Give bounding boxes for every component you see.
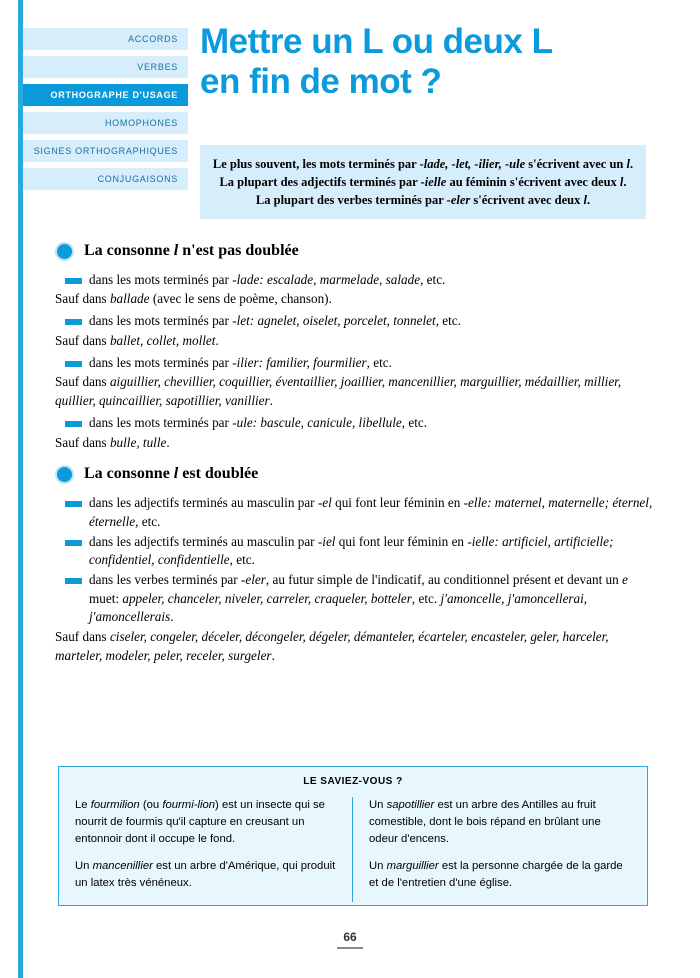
italic-text: fourmilion bbox=[90, 799, 140, 811]
text-run bbox=[89, 534, 613, 568]
plain-text: , etc. bbox=[366, 354, 392, 370]
plain-text: , au futur simple de l'indicatif, au conditionnel présent et devant un bbox=[265, 571, 623, 587]
italic-text: l bbox=[619, 175, 624, 190]
dash-bullet-icon bbox=[65, 361, 82, 367]
did-you-know-box bbox=[58, 766, 648, 906]
bullet-item bbox=[55, 414, 653, 433]
italic-text: -lade, -let, -ilier, -ule bbox=[419, 157, 526, 171]
plain-text: . bbox=[269, 393, 273, 409]
section-heading-text bbox=[84, 240, 299, 263]
italic-text: -lade: escalade, marmelade, salade bbox=[232, 271, 421, 287]
italic-text: marguillier bbox=[386, 859, 439, 872]
plain-text: Sauf dans bbox=[55, 291, 110, 307]
footer-rule bbox=[337, 947, 363, 949]
italic-text: ballade bbox=[109, 291, 150, 307]
plain-text: Le bbox=[75, 799, 91, 811]
text-run bbox=[55, 333, 219, 348]
plain-text: dans les adjectifs terminés au masculin par bbox=[89, 533, 318, 549]
bullet-item bbox=[55, 571, 653, 627]
plain-text: (ou bbox=[139, 799, 163, 811]
text-run bbox=[89, 313, 461, 328]
sidebar-tabs bbox=[23, 28, 188, 196]
dash-bullet-icon bbox=[65, 421, 82, 427]
plain-text: La consonne bbox=[84, 242, 174, 259]
plain-text: dans les mots terminés par bbox=[89, 354, 233, 370]
plain-text: dans les mots terminés par bbox=[89, 414, 233, 430]
plain-text: . bbox=[586, 193, 591, 208]
plain-text: n'est pas doublée bbox=[178, 242, 299, 259]
dash-bullet-icon bbox=[65, 501, 82, 507]
italic-text: appeler, chanceler, niveler, carreler, craqueler, botteler bbox=[122, 590, 412, 606]
sidebar-item-label: VERBES bbox=[137, 62, 178, 72]
sidebar-item-verbes[interactable] bbox=[23, 56, 188, 78]
plain-text: , etc. bbox=[135, 513, 161, 529]
text-run bbox=[55, 435, 170, 450]
plain-text: ) est un insecte qui se nourrit de fourmis qu'il capture en creusant un entonnoir dont il occupe le fond. bbox=[75, 799, 325, 845]
sidebar-item-label: CONJUGAISONS bbox=[97, 174, 178, 184]
italic-text: bulle, tulle bbox=[109, 434, 167, 450]
plain-text: . bbox=[170, 609, 174, 625]
italic-text: aiguillier, chevillier, coquillier, éventaillier, joaillier, mancenillier, marguillier, médaillier, millier, quillier, quincaillier, sapotillier, vanillier bbox=[55, 374, 622, 409]
plain-text: . bbox=[215, 332, 219, 348]
plain-text: est un arbre d'Amérique, qui produit un latex très vénéneux. bbox=[75, 859, 336, 889]
page-title-line1: Mettre un L ou deux L bbox=[200, 22, 553, 61]
italic-text: -eler bbox=[240, 571, 266, 587]
exception-note bbox=[55, 434, 653, 453]
plain-text: , etc. bbox=[420, 271, 446, 287]
exception-note bbox=[55, 628, 653, 665]
text-run bbox=[89, 355, 392, 370]
exception-note bbox=[55, 332, 653, 351]
bullet-item bbox=[55, 494, 653, 531]
bullet-item bbox=[55, 354, 653, 373]
plain-text: est la personne chargée de la garde et de l'entretien d'une église. bbox=[369, 859, 623, 889]
plain-text: est doublée bbox=[178, 465, 259, 483]
did-you-know-left-column bbox=[75, 797, 353, 902]
dash-bullet-icon bbox=[65, 578, 82, 584]
plain-text: dans les adjectifs terminés au masculin par bbox=[89, 495, 318, 511]
text-run bbox=[55, 374, 621, 408]
sidebar-item-label: ACCORDS bbox=[128, 34, 178, 44]
plain-text: s'écrivent avec un bbox=[525, 157, 627, 171]
text-run bbox=[89, 572, 628, 624]
italic-text: ciseler, congeler, déceler, décongeler, dégeler, démanteler, écarteler, encasteler, geler, harceler, marteler, modeler, peler, receler, surgeler bbox=[55, 629, 609, 663]
plain-text: qui font leur féminin en bbox=[331, 495, 464, 511]
italic-text: sapotillier bbox=[386, 799, 435, 811]
sidebar-item-label: SIGNES ORTHOGRAPHIQUES bbox=[33, 146, 178, 156]
italic-text: -let: agnelet, oiselet, porcelet, tonnelet bbox=[232, 313, 436, 329]
section-heading bbox=[55, 463, 653, 486]
italic-text: e bbox=[622, 571, 628, 587]
plain-text: s'écrivent avec deux bbox=[470, 193, 584, 208]
page-title bbox=[200, 22, 680, 103]
italic-text: -ielle bbox=[420, 175, 447, 190]
sidebar-item-accords[interactable] bbox=[23, 28, 188, 50]
plain-text: Sauf dans bbox=[55, 374, 110, 390]
plain-text: est un arbre des Antilles au fruit comestible, dont le bois répand en brûlant une odeur d'encens. bbox=[369, 799, 601, 845]
plain-text: Sauf dans bbox=[55, 434, 110, 450]
text-run bbox=[55, 629, 609, 663]
plain-text: , etc. bbox=[435, 313, 461, 329]
intro-box bbox=[200, 145, 646, 219]
sidebar-item-conjugaisons[interactable] bbox=[23, 168, 188, 190]
italic-text: -ielle: artificiel, artificielle; confidentiel, confidentielle bbox=[89, 533, 614, 568]
bullet-item bbox=[55, 533, 653, 570]
italic-text: l bbox=[626, 157, 630, 171]
exception-note bbox=[55, 373, 653, 410]
main-content bbox=[55, 236, 653, 669]
plain-text: Sauf dans bbox=[55, 629, 110, 645]
italic-text: -ule: bascule, canicule, libellule bbox=[232, 414, 402, 430]
plain-text: au féminin s'écrivent avec deux bbox=[446, 175, 620, 190]
text-run bbox=[89, 415, 427, 430]
italic-text: mancenillier bbox=[92, 859, 153, 872]
section-heading bbox=[55, 240, 653, 263]
did-you-know-columns bbox=[59, 787, 647, 902]
italic-text: ballet, collet, mollet bbox=[109, 332, 216, 348]
italic-text: -eler bbox=[446, 193, 471, 208]
plain-text: . La plupart des verbes terminés par bbox=[255, 175, 627, 208]
plain-text: . bbox=[166, 434, 170, 450]
bullet-item bbox=[55, 312, 653, 331]
sidebar-item-signes-orthographiques[interactable] bbox=[23, 140, 188, 162]
sidebar-item-label: HOMOPHONES bbox=[104, 118, 178, 128]
plain-text: . La plupart des adjectifs terminés par bbox=[219, 157, 634, 190]
text-run bbox=[55, 291, 332, 306]
plain-text: . bbox=[271, 647, 275, 663]
circle-bullet-icon bbox=[55, 465, 74, 484]
dash-bullet-icon bbox=[65, 540, 82, 546]
plain-text: Un bbox=[75, 859, 93, 872]
did-you-know-paragraph bbox=[369, 858, 631, 892]
text-run bbox=[89, 272, 445, 287]
sidebar-item-orthographe-d-usage[interactable] bbox=[23, 84, 188, 106]
page-footer bbox=[0, 930, 700, 949]
plain-text: , etc. bbox=[229, 552, 255, 568]
did-you-know-title: LE SAVIEZ-VOUS ? bbox=[303, 776, 403, 787]
plain-text: dans les mots terminés par bbox=[89, 271, 233, 287]
page-title-line2: en fin de mot ? bbox=[200, 62, 442, 102]
plain-text: , etc. bbox=[411, 590, 441, 606]
italic-text: fourmi-lion bbox=[162, 799, 216, 811]
sidebar-item-homophones[interactable] bbox=[23, 112, 188, 134]
dash-bullet-icon bbox=[65, 319, 82, 325]
plain-text: Un bbox=[369, 859, 387, 872]
plain-text: Sauf dans bbox=[55, 332, 110, 348]
section-heading-text bbox=[84, 463, 258, 486]
plain-text: Le plus souvent, les mots terminés par bbox=[212, 157, 420, 171]
section-gap bbox=[55, 455, 653, 459]
did-you-know-right-column bbox=[353, 797, 631, 902]
bullet-item bbox=[55, 271, 653, 290]
did-you-know-paragraph bbox=[369, 797, 631, 848]
plain-text: , etc. bbox=[401, 414, 428, 430]
sidebar-item-label: ORTHOGRAPHE D'USAGE bbox=[50, 90, 178, 100]
italic-text: -el bbox=[317, 495, 332, 511]
italic-text: l bbox=[583, 193, 587, 208]
exception-note bbox=[55, 290, 653, 309]
plain-text: La consonne bbox=[84, 465, 174, 483]
italic-text: l bbox=[173, 242, 179, 259]
did-you-know-paragraph bbox=[75, 858, 336, 892]
italic-text: -elle: maternel, maternelle; éternel, éternelle bbox=[89, 495, 653, 529]
plain-text: dans les mots terminés par bbox=[89, 313, 233, 329]
plain-text: (avec le sens de poème, chanson). bbox=[149, 291, 332, 307]
italic-text: -iel bbox=[317, 533, 336, 549]
did-you-know-paragraph bbox=[75, 797, 336, 848]
dash-bullet-icon bbox=[65, 278, 82, 284]
text-run bbox=[89, 495, 652, 529]
italic-text: l bbox=[173, 465, 179, 483]
plain-text: Un bbox=[369, 799, 387, 811]
italic-text: j'amoncelle, j'amoncellerai, j'amoncellerais bbox=[89, 590, 588, 625]
plain-text: qui font leur féminin en bbox=[335, 533, 468, 549]
circle-bullet-icon bbox=[55, 242, 74, 261]
italic-text: -ilier: familier, fourmilier bbox=[232, 354, 367, 370]
plain-text: muet: bbox=[89, 590, 123, 606]
page-number: 66 bbox=[343, 930, 357, 944]
plain-text: dans les verbes terminés par bbox=[89, 571, 241, 587]
